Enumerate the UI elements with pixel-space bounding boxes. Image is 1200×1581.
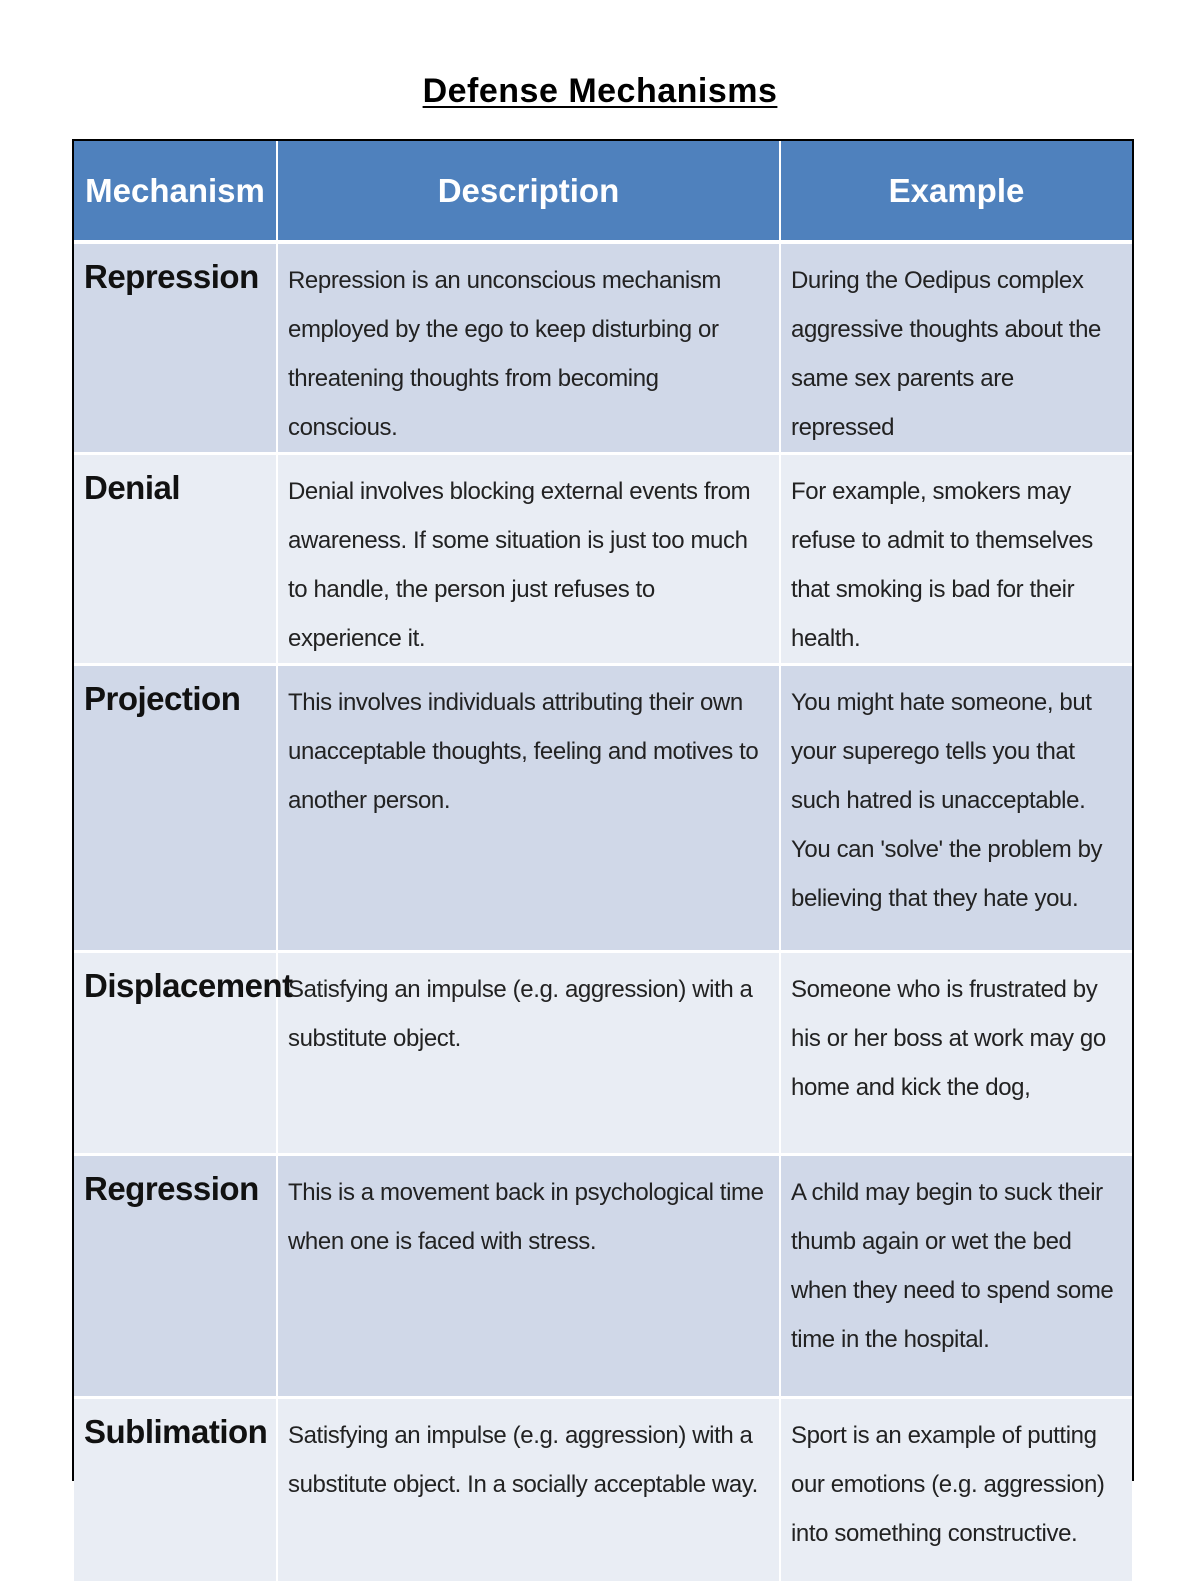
example-cell: A child may begin to suck their thumb again or wet the bed when they need to spend some time in the hospital. — [780, 1155, 1132, 1398]
table-row — [74, 454, 1132, 665]
table-header-row — [74, 141, 1132, 242]
table-row — [74, 242, 1132, 454]
description-cell: Satisfying an impulse (e.g. aggression) with a substitute object. In a socially acceptable way. — [277, 1398, 780, 1581]
description-cell: Repression is an unconscious mechanism employed by the ego to keep disturbing or threatening thoughts from becoming conscious. — [277, 242, 780, 454]
example-cell: During the Oedipus complex aggressive thoughts about the same sex parents are repressed — [780, 242, 1132, 454]
description-cell: This is a movement back in psychological time when one is faced with stress. — [277, 1155, 780, 1398]
example-cell: Someone who is frustrated by his or her boss at work may go home and kick the dog, — [780, 952, 1132, 1155]
defense-mechanisms-table — [74, 141, 1132, 1581]
column-header-example: Example — [780, 141, 1132, 242]
description-cell: Denial involves blocking external events from awareness. If some situation is just too much to handle, the person just refuses to experience it. — [277, 454, 780, 665]
table-row — [74, 665, 1132, 952]
table-row — [74, 952, 1132, 1155]
page-title: Defense Mechanisms — [0, 72, 1200, 111]
example-cell: You might hate someone, but your superego tells you that such hatred is unacceptable. You can 'solve' the problem by believing that they hate you. — [780, 665, 1132, 952]
description-cell: Satisfying an impulse (e.g. aggression) with a substitute object. — [277, 952, 780, 1155]
mechanism-cell: Repression — [74, 242, 277, 454]
table-row — [74, 1398, 1132, 1581]
example-cell: Sport is an example of putting our emotions (e.g. aggression) into something constructive. — [780, 1398, 1132, 1581]
column-header-mechanism: Mechanism — [74, 141, 277, 242]
mechanism-cell: Sublimation — [74, 1398, 277, 1581]
mechanism-cell: Projection — [74, 665, 277, 952]
example-cell: For example, smokers may refuse to admit to themselves that smoking is bad for their health. — [780, 454, 1132, 665]
column-header-description: Description — [277, 141, 780, 242]
defense-mechanisms-table-frame — [72, 139, 1134, 1481]
mechanism-cell: Denial — [74, 454, 277, 665]
table-row — [74, 1155, 1132, 1398]
mechanism-cell: Displacement — [74, 952, 277, 1155]
mechanism-cell: Regression — [74, 1155, 277, 1398]
description-cell: This involves individuals attributing their own unacceptable thoughts, feeling and motives to another person. — [277, 665, 780, 952]
